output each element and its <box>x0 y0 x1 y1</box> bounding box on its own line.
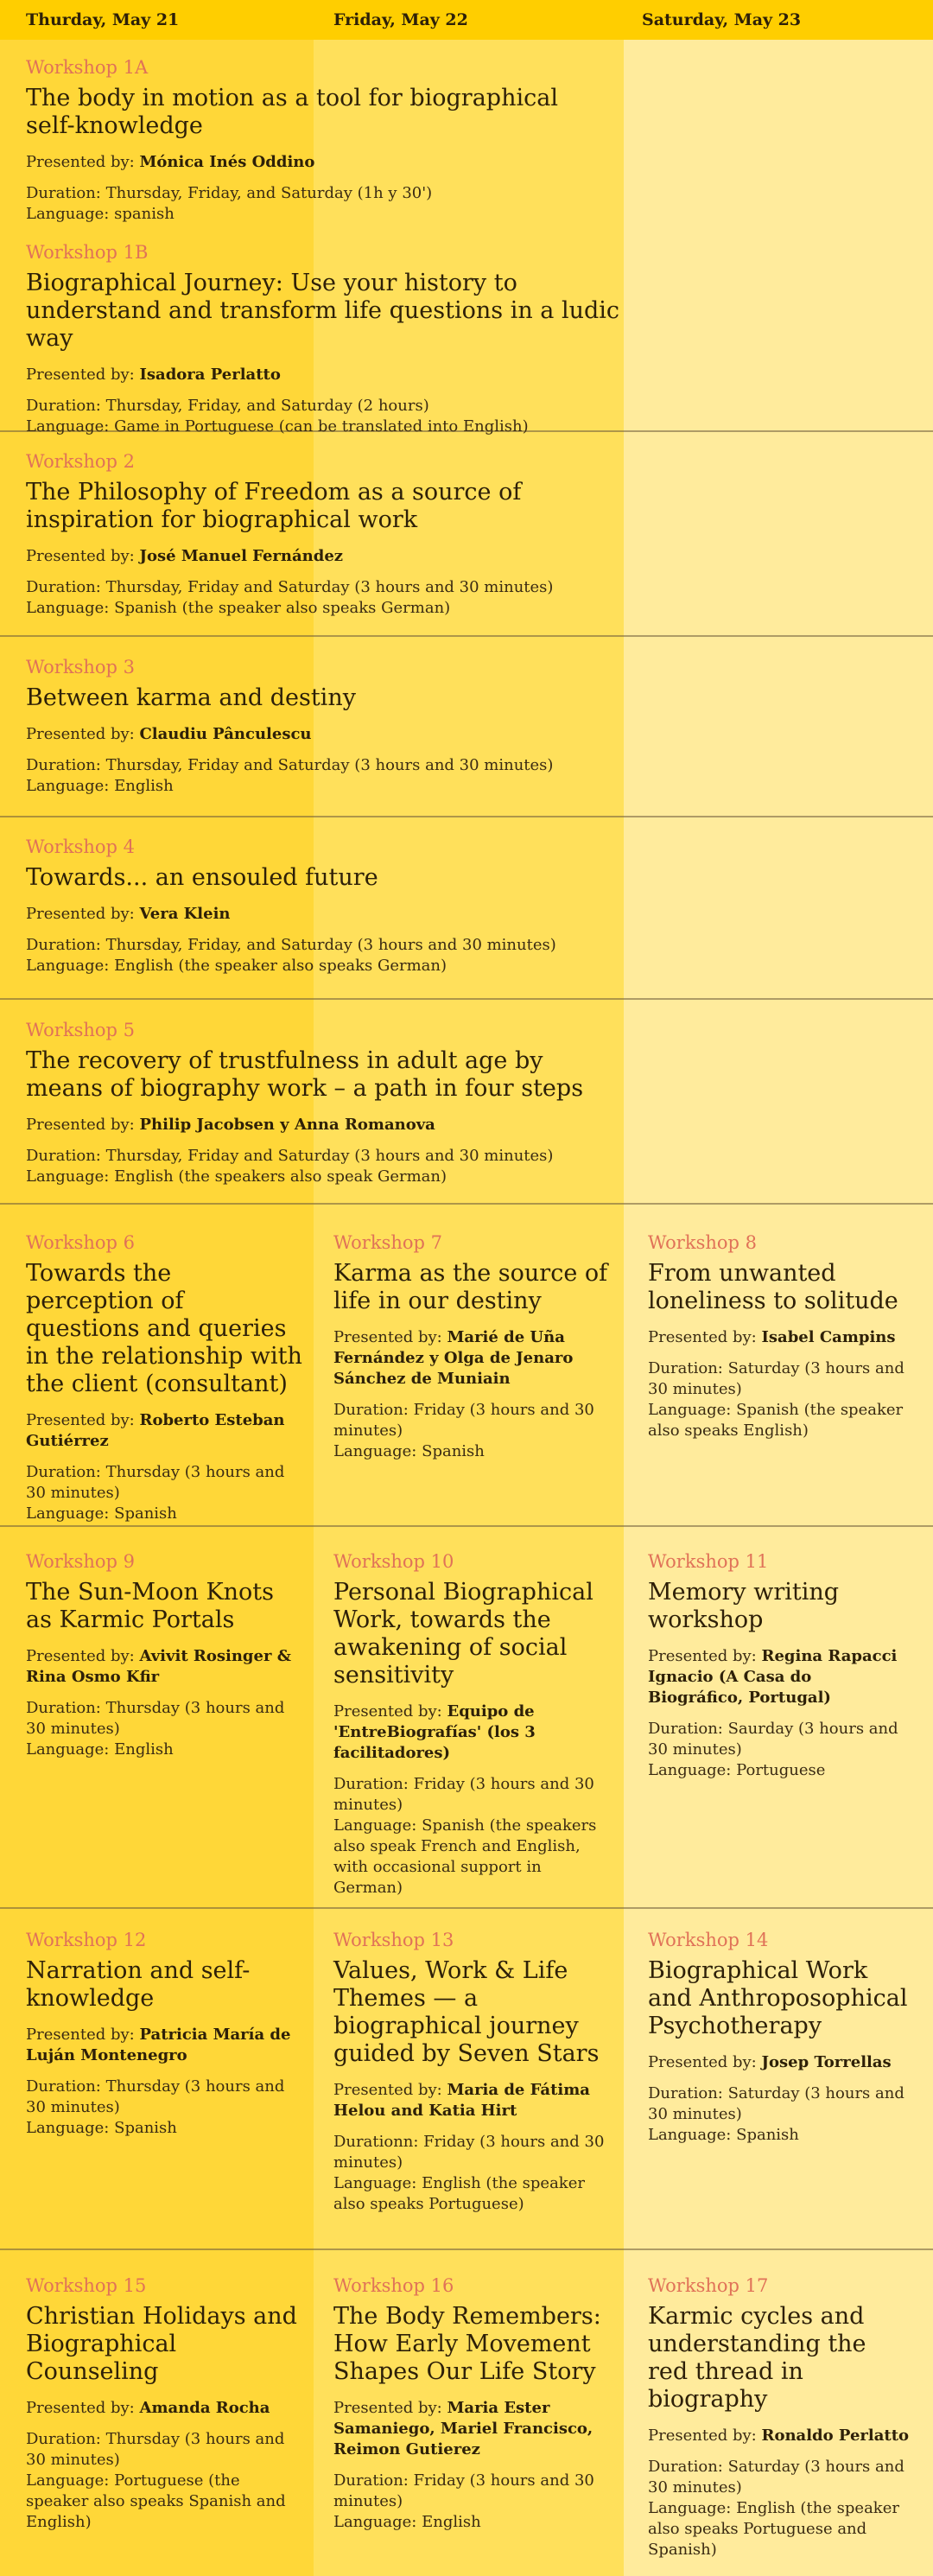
presenter-line <box>333 1701 610 1764</box>
presented-by-label: Presented by: <box>26 725 135 743</box>
duration-label: Duration: <box>648 2084 723 2102</box>
workshop-w17 <box>648 2275 911 2560</box>
language-value: Spanish (the speakers also speak French and English, with occasional support in German) <box>333 1816 597 1897</box>
row-divider <box>0 635 933 637</box>
workshop-title: From unwanted loneliness to solitude <box>648 1260 898 1314</box>
language-label: Language: <box>648 2499 732 2517</box>
duration-label: Duration: <box>26 936 101 954</box>
presented-by-label: Presented by: <box>26 1116 135 1134</box>
presented-by-label: Presented by: <box>648 1328 757 1346</box>
duration-label: Duration: <box>648 2458 723 2476</box>
workshop-w3 <box>26 657 613 797</box>
duration-value: Thursday, Friday and Saturday (3 hours and 30 minutes) <box>105 578 554 596</box>
presented-by-label: Presented by: <box>26 1647 135 1665</box>
workshop-w6 <box>26 1232 302 1524</box>
language-value: Spanish (the speaker also speaks English) <box>648 1401 904 1440</box>
duration-line <box>26 577 613 598</box>
row-divider <box>0 1525 933 1527</box>
workshop-title: Towards... an ensouled future <box>26 864 378 891</box>
workshop-title: The body in motion as a tool for biographical self-knowledge <box>26 85 558 139</box>
language-line <box>333 2512 610 2533</box>
language-line <box>26 1167 622 1187</box>
presenter-name: Maria Ester Samaniego, Mariel Francisco, Reimon Gutierez <box>333 2399 593 2458</box>
workshop-w8 <box>648 1232 911 1441</box>
presenter-line <box>26 2025 302 2066</box>
workshop-label: Workshop 3 <box>26 657 135 677</box>
language-line <box>648 1760 911 1781</box>
workshop-w4 <box>26 836 613 976</box>
duration-label: Durationn: <box>333 2133 419 2151</box>
language-value: Spanish (the speaker also speaks German) <box>114 599 451 617</box>
presented-by-label: Presented by: <box>26 366 135 384</box>
presenter-line <box>648 1646 911 1708</box>
duration-line <box>648 2083 911 2125</box>
duration-line <box>26 1462 302 1504</box>
workshop-label: Workshop 13 <box>333 1930 454 1950</box>
language-value: Spanish <box>114 2119 177 2137</box>
row-divider <box>0 998 933 1000</box>
duration-line <box>333 1774 610 1816</box>
workshop-title: Biographical Work and Anthroposophical Psychotherapy <box>648 1957 908 2039</box>
language-value: English <box>114 777 174 795</box>
duration-value: Friday (3 hours and 30 minutes) <box>333 2471 594 2510</box>
language-value: Portuguese <box>736 1761 826 1779</box>
presented-by-label: Presented by: <box>26 2026 135 2044</box>
language-line <box>648 2498 911 2560</box>
duration-label: Duration: <box>648 1359 723 1377</box>
schedule-header <box>0 0 933 40</box>
presenter-name: Isadora Perlatto <box>139 366 281 384</box>
language-label: Language: <box>333 1816 417 1835</box>
presenter-name: Mónica Inés Oddino <box>139 153 315 171</box>
workshop-w2 <box>26 451 613 619</box>
duration-value: Saturday (3 hours and 30 minutes) <box>648 2458 904 2496</box>
presented-by-label: Presented by: <box>648 2427 757 2445</box>
language-value: Spanish <box>736 2126 799 2144</box>
language-label: Language: <box>26 2471 110 2490</box>
duration-label: Duration: <box>26 1147 101 1165</box>
workshop-title: Values, Work & Life Themes — a biographical journey guided by Seven Stars <box>333 1957 600 2067</box>
duration-label: Duration: <box>648 1720 723 1738</box>
duration-label: Duration: <box>26 1699 101 1717</box>
language-label: Language: <box>333 2513 417 2531</box>
presenter-name: Equipo de 'EntreBiografías' (los 3 facilitadores) <box>333 1702 536 1762</box>
workshop-title: Between karma and destiny <box>26 684 356 711</box>
workshop-label: Workshop 8 <box>648 1232 757 1253</box>
language-label: Language: <box>26 777 110 795</box>
duration-value: Thursday, Friday, and Saturday (3 hours and 30 minutes) <box>105 936 556 954</box>
presenter-name: Amanda Rocha <box>139 2399 270 2417</box>
workshop-title: The Philosophy of Freedom as a source of inspiration for biographical work <box>26 479 522 533</box>
workshop-w5 <box>26 1020 622 1187</box>
workshop-label: Workshop 16 <box>333 2275 454 2296</box>
presented-by-label: Presented by: <box>333 1702 442 1721</box>
language-label: Language: <box>26 957 110 975</box>
presenter-name: Marié de Uña Fernández y Olga de Jenaro Sánchez de Muniain <box>333 1328 574 1388</box>
workshop-title: Christian Holidays and Biographical Counseling <box>26 2303 297 2385</box>
presenter-name: Patricia María de Luján Montenegro <box>26 2026 291 2064</box>
presenter-name: Josep Torrellas <box>761 2053 892 2071</box>
workshop-label: Workshop 10 <box>333 1551 454 1572</box>
duration-value: Thursday (3 hours and 30 minutes) <box>26 2077 285 2116</box>
workshop-w16 <box>333 2275 610 2533</box>
language-label: Language: <box>26 417 110 436</box>
workshop-label: Workshop 9 <box>26 1551 135 1572</box>
workshop-label: Workshop 1A <box>26 57 149 78</box>
duration-label: Duration: <box>26 2430 101 2448</box>
row-divider <box>0 1907 933 1909</box>
header-saturday: Saturday, May 23 <box>642 10 802 29</box>
workshop-title: Personal Biographical Work, towards the awakening of social sensitivity <box>333 1579 593 1689</box>
duration-value: Thursday, Friday and Saturday (3 hours and 30 minutes) <box>105 756 554 774</box>
presented-by-label: Presented by: <box>333 2081 442 2099</box>
presenter-line <box>648 2052 911 2073</box>
workshop-title: Towards the perception of questions and queries in the relationship with the client (consultant) <box>26 1260 302 1397</box>
language-value: English (the speaker also speaks Portuguese) <box>333 2174 585 2213</box>
duration-value: Thursday (3 hours and 30 minutes) <box>26 1463 285 1502</box>
presenter-name: Maria de Fátima Helou and Katia Hirt <box>333 2081 590 2120</box>
language-line <box>333 1441 610 1462</box>
duration-line <box>648 2457 911 2498</box>
presenter-line <box>26 904 613 925</box>
workshop-label: Workshop 4 <box>26 836 135 857</box>
duration-line <box>26 396 631 417</box>
language-label: Language: <box>26 1740 110 1759</box>
presenter-name: Ronaldo Perlatto <box>761 2427 910 2445</box>
duration-value: Thursday, Friday, and Saturday (2 hours) <box>105 397 429 415</box>
presenter-line <box>26 724 613 745</box>
duration-label: Duration: <box>26 1463 101 1481</box>
language-value: English (the speaker also speaks Portuguese and Spanish) <box>648 2499 899 2559</box>
presented-by-label: Presented by: <box>648 1647 757 1665</box>
workshop-title: The recovery of trustfulness in adult age by means of biography work – a path in four steps <box>26 1047 584 1102</box>
duration-line <box>26 2429 302 2471</box>
presenter-line <box>26 1115 622 1135</box>
presented-by-label: Presented by: <box>26 905 135 923</box>
presented-by-label: Presented by: <box>333 2399 442 2417</box>
presenter-name: Isabel Campins <box>761 1328 896 1346</box>
duration-value: Saturday (3 hours and 30 minutes) <box>648 1359 904 1398</box>
presenter-line <box>26 1646 302 1688</box>
presented-by-label: Presented by: <box>26 1411 135 1429</box>
presenter-line <box>333 2398 610 2460</box>
duration-value: Thursday, Friday, and Saturday (1h y 30') <box>105 184 433 202</box>
presenter-name: Roberto Esteban Gutiérrez <box>26 1411 285 1450</box>
presenter-name: Avivit Rosinger & Rina Osmo Kfir <box>26 1647 291 1686</box>
workshop-w12 <box>26 1930 302 2139</box>
presenter-name: Claudiu Pânculescu <box>139 725 312 743</box>
workshop-w1b <box>26 242 631 437</box>
workshop-w9 <box>26 1551 302 1760</box>
duration-line <box>26 755 613 776</box>
language-value: Portuguese (the speaker also speaks Spanish and English) <box>26 2471 286 2531</box>
workshop-label: Workshop 11 <box>648 1551 769 1572</box>
language-label: Language: <box>648 1761 732 1779</box>
language-line <box>26 598 613 619</box>
language-label: Language: <box>333 2174 417 2192</box>
duration-value: Friday (3 hours and 30 minutes) <box>333 2133 605 2172</box>
workshop-label: Workshop 5 <box>26 1020 135 1040</box>
duration-value: Saurday (3 hours and 30 minutes) <box>648 1720 898 1759</box>
language-label: Language: <box>26 599 110 617</box>
workshop-w13 <box>333 1930 610 2215</box>
presenter-line <box>648 1327 911 1348</box>
language-line <box>26 1504 302 1524</box>
workshop-title: Biographical Journey: Use your history to understand and transform life questions in a ludic way <box>26 270 620 352</box>
language-value: spanish <box>114 205 175 223</box>
language-label: Language: <box>26 2119 110 2137</box>
language-value: Game in Portuguese (can be translated into English) <box>114 417 529 436</box>
language-line <box>648 1400 911 1441</box>
language-label: Language: <box>333 1442 417 1460</box>
workshop-label: Workshop 1B <box>26 242 149 263</box>
duration-value: Thursday, Friday and Saturday (3 hours and 30 minutes) <box>105 1147 554 1165</box>
workshop-title: The Body Remembers: How Early Movement Shapes Our Life Story <box>333 2303 601 2385</box>
workshop-label: Workshop 7 <box>333 1232 442 1253</box>
presented-by-label: Presented by: <box>26 2399 135 2417</box>
duration-line <box>648 1719 911 1760</box>
workshop-title: Narration and self-knowledge <box>26 1957 251 2012</box>
presented-by-label: Presented by: <box>26 547 135 565</box>
workshop-label: Workshop 6 <box>26 1232 135 1253</box>
language-line <box>26 2118 302 2139</box>
workshop-w7 <box>333 1232 610 1462</box>
duration-line <box>333 1400 610 1441</box>
language-label: Language: <box>648 1401 732 1419</box>
presenter-name: Philip Jacobsen y Anna Romanova <box>139 1116 435 1134</box>
workshop-w15 <box>26 2275 302 2533</box>
language-label: Language: <box>26 1504 110 1523</box>
workshop-title: The Sun-Moon Knots as Karmic Portals <box>26 1579 275 1633</box>
presenter-name: Regina Rapacci Ignacio (A Casa do Biográfico, Portugal) <box>648 1647 898 1707</box>
language-line <box>26 956 613 976</box>
header-thursday: Thurday, May 21 <box>26 10 180 29</box>
workshop-label: Workshop 12 <box>26 1930 147 1950</box>
presenter-line <box>26 2398 302 2419</box>
duration-label: Duration: <box>333 1775 409 1793</box>
language-line <box>648 2125 911 2146</box>
workshop-label: Workshop 15 <box>26 2275 147 2296</box>
presenter-line <box>26 1410 302 1452</box>
language-value: Spanish <box>422 1442 485 1460</box>
presented-by-label: Presented by: <box>648 2053 757 2071</box>
language-value: English (the speakers also speak German) <box>114 1167 447 1186</box>
language-label: Language: <box>26 1167 110 1186</box>
presenter-line <box>333 2080 610 2121</box>
duration-value: Thursday (3 hours and 30 minutes) <box>26 1699 285 1738</box>
language-label: Language: <box>648 2126 732 2144</box>
workshop-w11 <box>648 1551 911 1781</box>
language-line <box>26 776 613 797</box>
duration-line <box>333 2132 610 2173</box>
language-line <box>333 2173 610 2215</box>
language-line <box>26 2471 302 2533</box>
workshop-w14 <box>648 1930 911 2146</box>
duration-label: Duration: <box>333 1401 409 1419</box>
presented-by-label: Presented by: <box>26 153 135 171</box>
row-divider <box>0 2248 933 2250</box>
workshop-label: Workshop 2 <box>26 451 135 472</box>
workshop-w10 <box>333 1551 610 1899</box>
duration-line <box>26 935 613 956</box>
language-value: English <box>114 1740 174 1759</box>
duration-line <box>26 2077 302 2118</box>
duration-label: Duration: <box>26 2077 101 2096</box>
row-divider <box>0 816 933 817</box>
presenter-name: José Manuel Fernández <box>139 547 344 565</box>
workshop-label: Workshop 17 <box>648 2275 769 2296</box>
duration-value: Friday (3 hours and 30 minutes) <box>333 1401 594 1440</box>
language-line <box>333 1816 610 1899</box>
duration-label: Duration: <box>26 756 101 774</box>
header-friday: Friday, May 22 <box>333 10 468 29</box>
duration-line <box>26 1146 622 1167</box>
presenter-name: Vera Klein <box>139 905 231 923</box>
duration-line <box>333 2471 610 2512</box>
language-line <box>26 204 613 225</box>
language-line <box>26 1740 302 1760</box>
duration-value: Friday (3 hours and 30 minutes) <box>333 1775 594 1814</box>
presenter-line <box>26 546 613 567</box>
language-value: English (the speaker also speaks German) <box>114 957 447 975</box>
presented-by-label: Presented by: <box>333 1328 442 1346</box>
language-label: Language: <box>26 205 110 223</box>
duration-value: Saturday (3 hours and 30 minutes) <box>648 2084 904 2123</box>
duration-line <box>26 1698 302 1740</box>
presenter-line <box>648 2426 911 2446</box>
workshop-title: Karma as the source of life in our destiny <box>333 1260 608 1314</box>
presenter-line <box>26 365 631 385</box>
presenter-line <box>333 1327 610 1390</box>
language-value: Spanish <box>114 1504 177 1523</box>
workshop-label: Workshop 14 <box>648 1930 769 1950</box>
duration-label: Duration: <box>26 184 101 202</box>
duration-value: Thursday (3 hours and 30 minutes) <box>26 2430 285 2469</box>
duration-label: Duration: <box>26 397 101 415</box>
workshop-title: Karmic cycles and understanding the red thread in biography <box>648 2303 866 2413</box>
language-line <box>26 417 631 437</box>
workshop-title: Memory writing workshop <box>648 1579 840 1633</box>
presenter-line <box>26 152 613 173</box>
duration-line <box>648 1358 911 1400</box>
duration-label: Duration: <box>26 578 101 596</box>
row-divider <box>0 1203 933 1205</box>
duration-label: Duration: <box>333 2471 409 2490</box>
workshop-w1a <box>26 57 613 225</box>
language-value: English <box>422 2513 481 2531</box>
duration-line <box>26 183 613 204</box>
